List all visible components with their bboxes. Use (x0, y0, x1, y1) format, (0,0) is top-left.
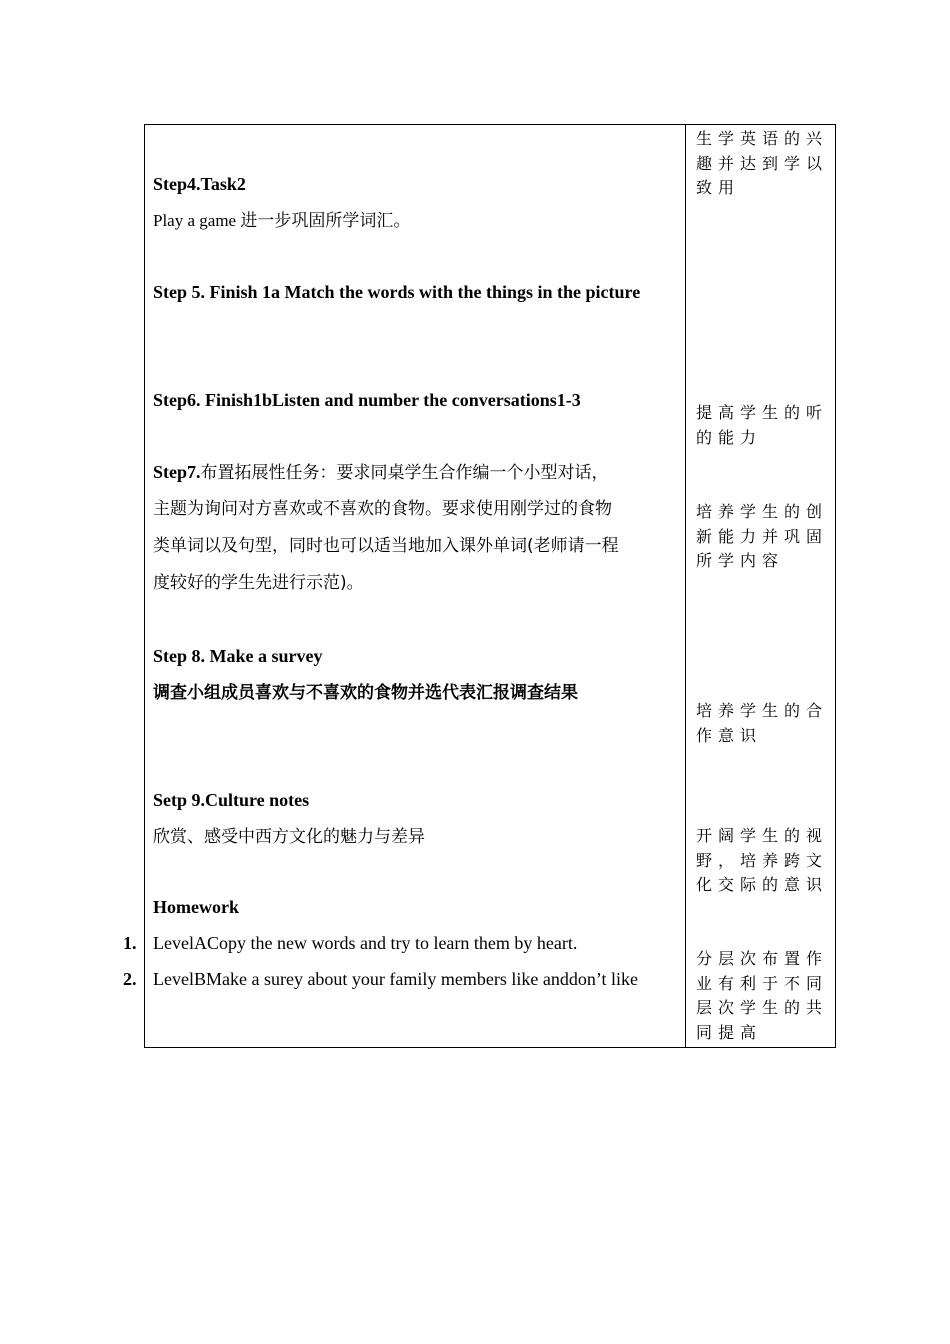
step7-label: Step7. (153, 462, 201, 482)
step7-line1 (153, 461, 609, 484)
homework-title: Homework (153, 897, 239, 917)
homework-item-1-text: LevelACopy the new words and try to learn them by heart. (153, 933, 578, 953)
homework-item-1-number: 1. (123, 933, 137, 953)
homework-item-2-number: 2. (123, 969, 137, 989)
step9-title: Setp 9.Culture notes (153, 790, 310, 810)
note-interest: 生学英语的兴趣并达到学以致用 (696, 129, 829, 197)
note-culture: 开阔学生的视野，培养跨文化交际的意识 (696, 826, 829, 894)
list-marker-line (144, 936, 145, 946)
step7-line2: 主题为询问对方喜欢或不喜欢的食物。要求使用刚学过的食物 (153, 499, 612, 519)
homework-item-2-text: LevelBMake a surey about your family members like anddon’t like (153, 969, 639, 989)
step6-title: Step6. Finish1bListen and number the conversations1-3 (153, 390, 581, 410)
note-cooperation: 培养学生的合作意识 (696, 701, 829, 745)
step9-text: 欣赏、感受中西方文化的魅力与差异 (153, 827, 425, 847)
note-innovation: 培养学生的创新能力并巩固所学内容 (696, 502, 829, 570)
step5-title: Step 5. Finish 1a Match the words with the things in the picture (153, 282, 641, 302)
step4-title: Step4.Task2 (153, 174, 246, 194)
step8-title: Step 8. Make a survey (153, 646, 323, 666)
list-marker-line (144, 956, 145, 966)
note-homework: 分层次布置作业有利于不同层次学生的共同提高 (696, 949, 829, 1042)
step7-line1-text: 布置拓展性任务：要求同桌学生合作编一个小型对话， (200, 463, 609, 483)
step7-line4: 度较好的学生先进行示范)。 (153, 573, 364, 593)
note-listening: 提高学生的听的能力 (696, 403, 829, 447)
column-divider (685, 124, 686, 1048)
step8-text: 调查小组成员喜欢与不喜欢的食物并选代表汇报调查结果 (153, 683, 578, 703)
step7-line3: 类单词以及句型，同时也可以适当地加入课外单词(老师请一程 (153, 536, 619, 556)
step4-text: Play a game 进一步巩固所学词汇。 (153, 211, 411, 230)
